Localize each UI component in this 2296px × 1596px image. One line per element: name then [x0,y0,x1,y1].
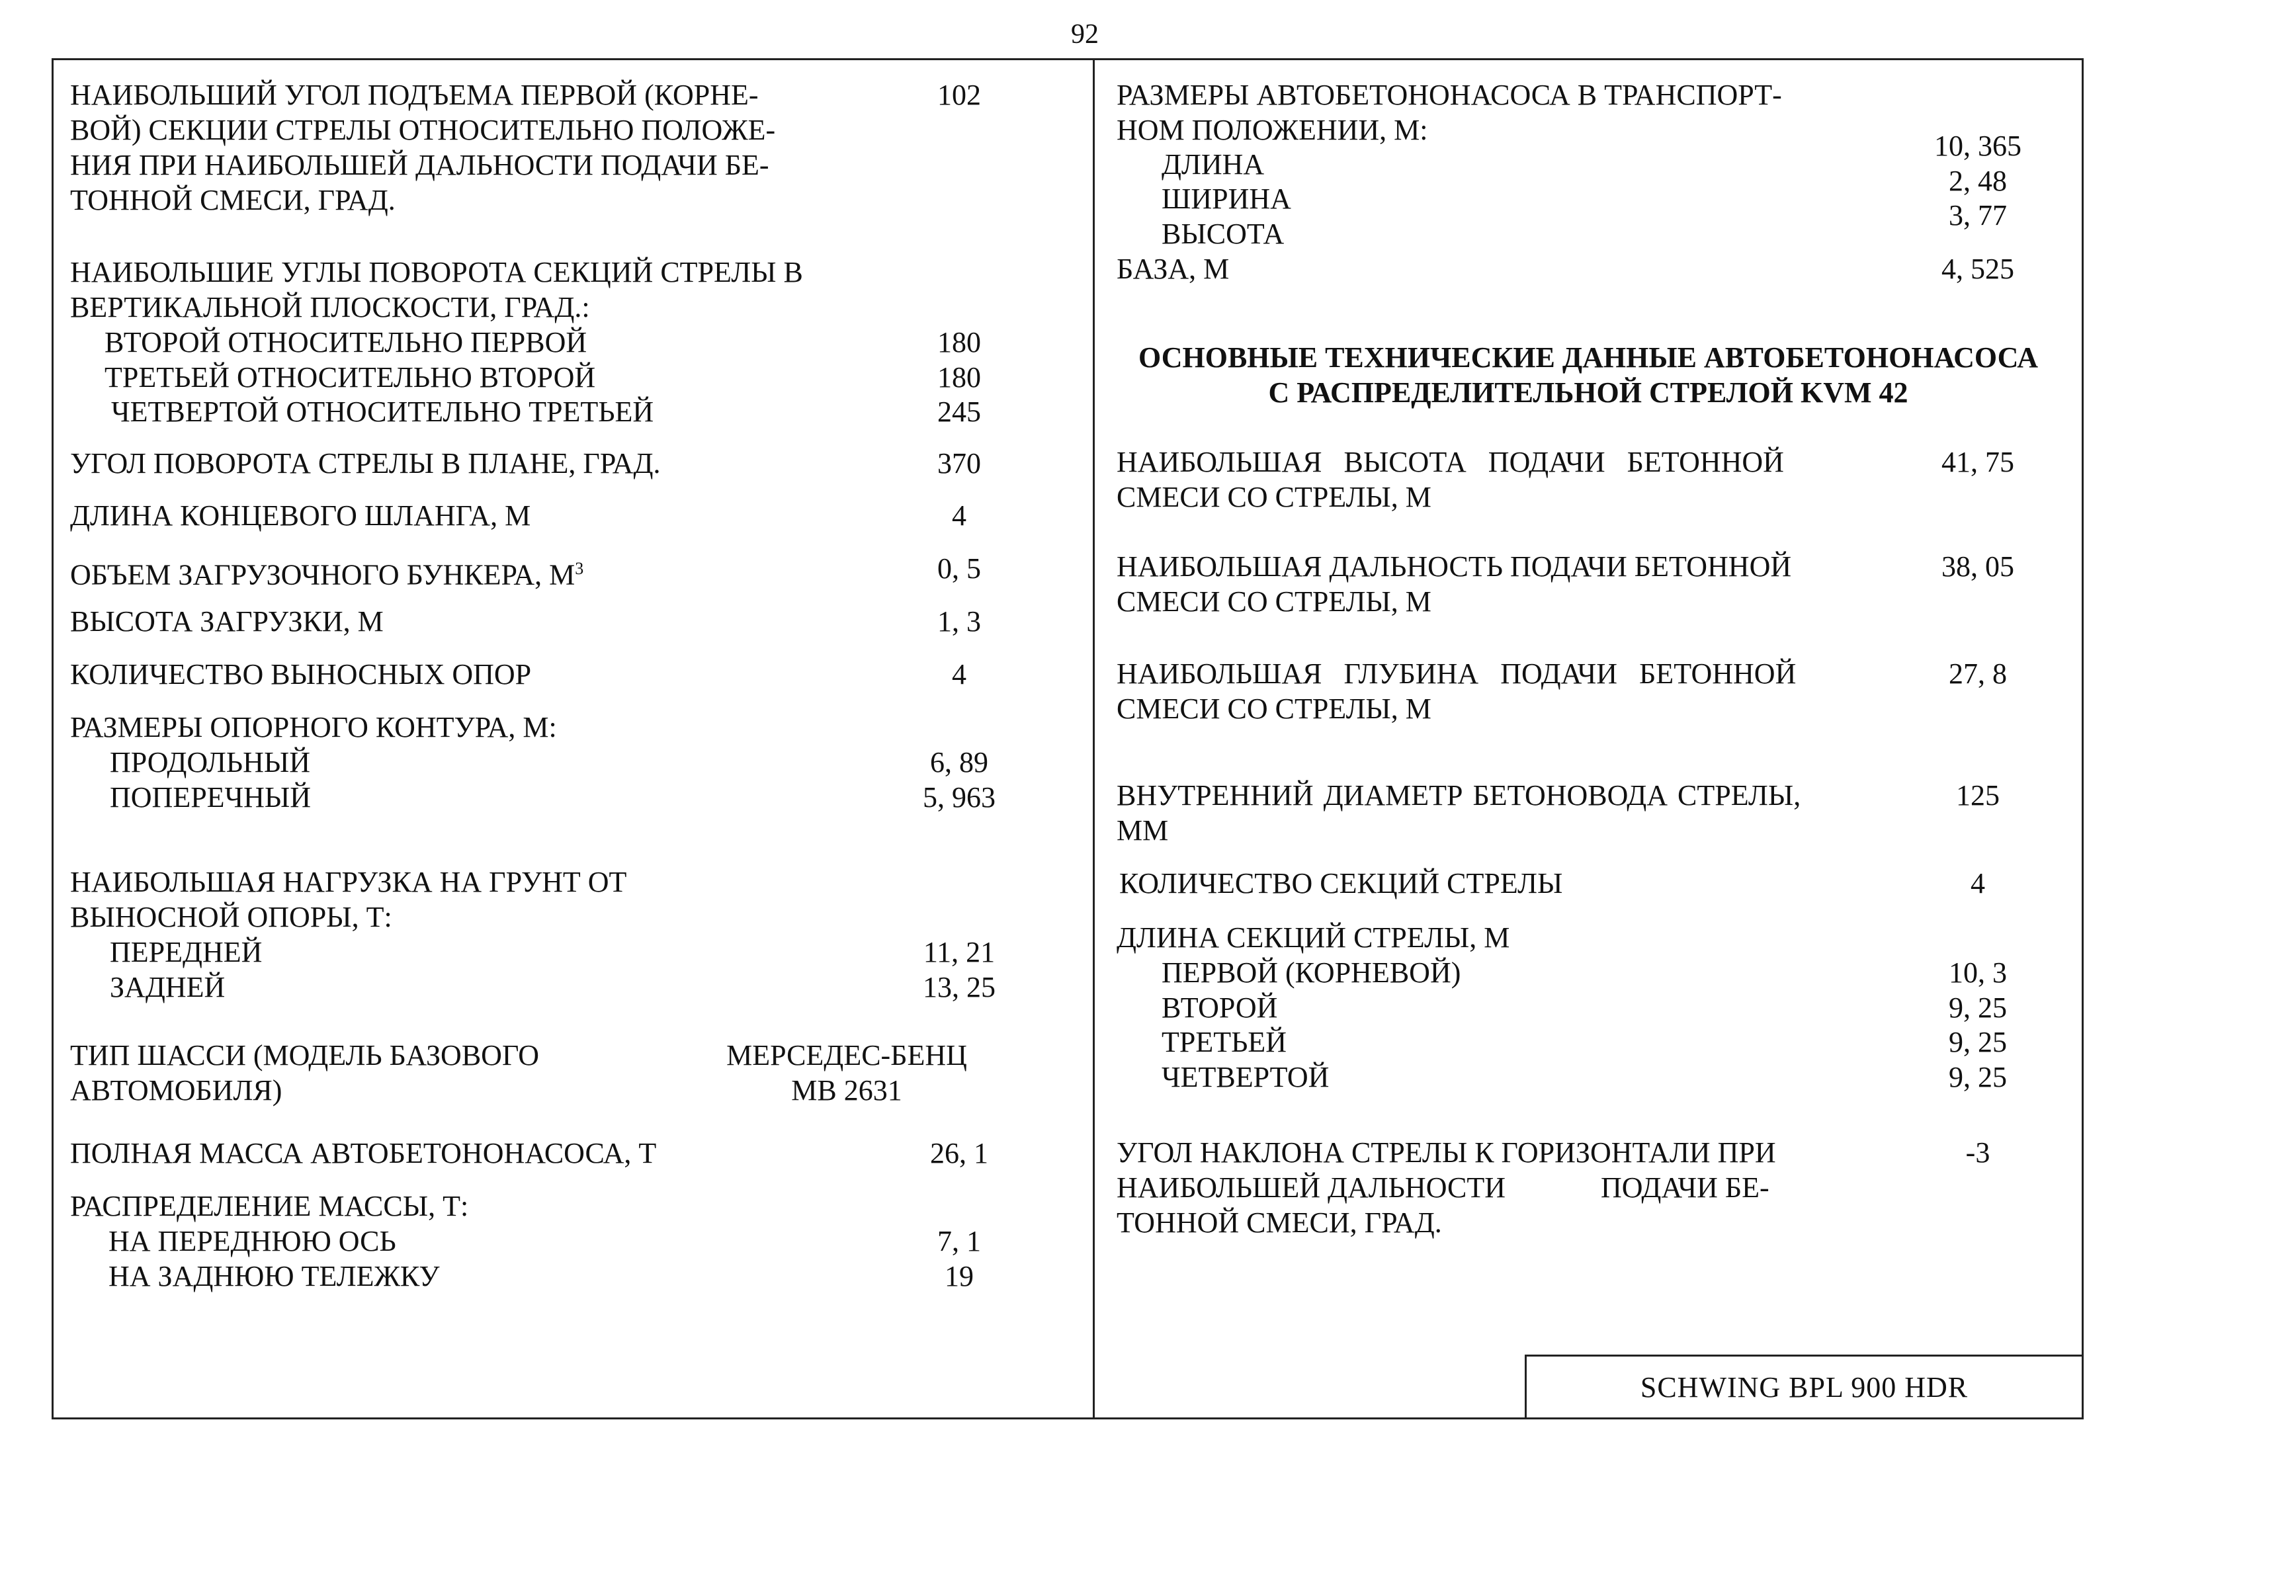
mass-distribution-item-value: 19 [945,1260,974,1292]
transport-size-item-value: 2, 48 [1949,165,2007,197]
lift-angle-line-3: НИЯ ПРИ НАИБОЛЬШЕЙ ДАЛЬНОСТИ ПОДАЧИ БЕ- [70,149,769,181]
hose-length-label: ДЛИНА КОНЦЕВОГО ШЛАНГА, М [70,499,531,532]
plan-angle-label: УГОЛ ПОВОРОТА СТРЕЛЫ В ПЛАНЕ, ГРАД. [70,447,661,480]
ground-load-line-2: ВЫНОСНОЙ ОПОРЫ, Т: [70,901,392,933]
hose-length-value: 4 [952,499,966,532]
incline-angle-line-1: УГОЛ НАКЛОНА СТРЕЛЫ К ГОРИЗОНТАЛИ ПРИ [1117,1136,1776,1169]
lift-angle-line-1: НАИБОЛЬШИЙ УГОЛ ПОДЪЕМА ПЕРВОЙ (КОРНЕ- [70,79,759,111]
incline-angle-line-2b: ПОДАЧИ БЕ- [1601,1171,1769,1204]
transport-size-line-2: НОМ ПОЛОЖЕНИИ, М: [1117,114,1428,146]
incline-angle-line-2a: НАИБОЛЬШЕЙ ДАЛЬНОСТИ [1117,1171,1506,1204]
chassis-value-line-1: МЕРСЕДЕС-БЕНЦ [726,1039,967,1071]
section-length-item-label: ПЕРВОЙ (КОРНЕВОЙ) [1162,956,1461,989]
hopper-volume-value: 0, 5 [937,552,981,585]
rotation-angles-line-1: НАИБОЛЬШИЕ УГЛЫ ПОВОРОТА СЕКЦИЙ СТРЕЛЫ В [70,256,803,288]
plan-angle-value: 370 [937,447,981,480]
rotation-item-value: 180 [937,361,981,394]
lift-angle-line-4: ТОННОЙ СМЕСИ, ГРАД. [70,184,396,216]
max-height-line-1: НАИБОЛЬШАЯ ВЫСОТА ПОДАЧИ БЕТОННОЙ [1117,446,1784,478]
lift-angle-line-2: ВОЙ) СЕКЦИИ СТРЕЛЫ ОТНОСИТЕЛЬНО ПОЛОЖЕ- [70,114,776,146]
pipe-diameter-line-2: ММ [1117,814,1169,847]
section-length-item-value: 10, 3 [1949,956,2007,989]
model-label: SCHWING BPL 900 HDR [1640,1370,1969,1404]
ground-load-item-label: ЗАДНЕЙ [110,971,226,1003]
support-contour-title: РАЗМЕРЫ ОПОРНОГО КОНТУРА, М: [70,711,557,743]
support-contour-item-value: 5, 963 [923,781,996,814]
model-label-box [1525,1355,2084,1419]
pipe-diameter-line-1: ВНУТРЕННИЙ ДИАМЕТР БЕТОНОВОДА СТРЕЛЫ, [1117,779,1801,812]
ground-load-item-value: 13, 25 [923,971,996,1003]
rotation-angles-line-2: ВЕРТИКАЛЬНОЙ ПЛОСКОСТИ, ГРАД.: [70,291,590,323]
rotation-item-value: 245 [937,396,981,428]
loading-height-value: 1, 3 [937,605,981,638]
section-heading-line-1: ОСНОВНЫЕ ТЕХНИЧЕСКИЕ ДАННЫЕ АВТОБЕТОНОНАСОСА [1138,341,2039,374]
mass-distribution-item-label: НА ЗАДНЮЮ ТЕЛЕЖКУ [108,1260,440,1292]
transport-size-line-1: РАЗМЕРЫ АВТОБЕТОНОНАСОСА В ТРАНСПОРТ- [1117,79,1782,111]
mass-distribution-item-label: НА ПЕРЕДНЮЮ ОСЬ [108,1225,396,1257]
max-height-value: 41, 75 [1941,446,2014,478]
rotation-item-label: ВТОРОЙ ОТНОСИТЕЛЬНО ПЕРВОЙ [105,326,587,358]
ground-load-item-value: 11, 21 [923,936,996,968]
section-length-item-value: 9, 25 [1949,1061,2007,1093]
total-mass-value: 26, 1 [930,1137,988,1169]
rotation-item-label: ТРЕТЬЕЙ ОТНОСИТЕЛЬНО ВТОРОЙ [105,361,596,394]
max-reach-line-2: СМЕСИ СО СТРЕЛЫ, М [1117,585,1431,618]
transport-size-item-label: ШИРИНА [1162,183,1291,215]
base-value: 4, 525 [1941,253,2014,285]
section-heading-line-2: С РАСПРЕДЕЛИТЕЛЬНОЙ СТРЕЛОЙ KVM 42 [1268,376,1908,409]
total-mass-label: ПОЛНАЯ МАССА АВТОБЕТОНОНАСОСА, Т [70,1137,657,1169]
sections-count-value: 4 [1971,867,1985,900]
max-depth-line-1: НАИБОЛЬШАЯ ГЛУБИНА ПОДАЧИ БЕТОННОЙ [1117,657,1797,690]
rotation-item-value: 180 [937,326,981,358]
sections-count-label: КОЛИЧЕСТВО СЕКЦИЙ СТРЕЛЫ [1119,867,1563,900]
section-length-item-label: ЧЕТВЕРТОЙ [1162,1061,1330,1093]
chassis-line-1: ТИП ШАССИ (МОДЕЛЬ БАЗОВОГО [70,1039,540,1071]
superscript-3: 3 [575,559,584,578]
hopper-volume-label: ОБЪЕМ ЗАГРУЗОЧНОГО БУНКЕРА, $М^3$ [70,558,584,591]
lift-angle-value: 102 [937,79,981,111]
max-reach-value: 38, 05 [1941,550,2014,583]
mass-distribution-item-value: 7, 1 [937,1225,981,1257]
base-label: БАЗА, М [1117,253,1230,285]
column-divider [1093,58,1095,1419]
ground-load-line-1: НАИБОЛЬШАЯ НАГРУЗКА НА ГРУНТ ОТ [70,866,627,898]
loading-height-label: ВЫСОТА ЗАГРУЗКИ, М [70,605,384,638]
section-length-item-label: ТРЕТЬЕЙ [1162,1026,1287,1058]
outriggers-label: КОЛИЧЕСТВО ВЫНОСНЫХ ОПОР [70,658,532,691]
incline-angle-line-3: ТОННОЙ СМЕСИ, ГРАД. [1117,1206,1442,1239]
max-height-line-2: СМЕСИ СО СТРЕЛЫ, М [1117,481,1431,513]
max-depth-value: 27, 8 [1949,657,2007,690]
transport-size-item-label: ВЫСОТА [1162,218,1285,250]
rotation-item-label: ЧЕТВЕРТОЙ ОТНОСИТЕЛЬНО ТРЕТЬЕЙ [111,396,654,428]
max-depth-line-2: СМЕСИ СО СТРЕЛЫ, М [1117,693,1431,725]
section-length-item-label: ВТОРОЙ [1162,991,1278,1024]
ground-load-item-label: ПЕРЕДНЕЙ [110,936,263,968]
mass-distribution-title: РАСПРЕДЕЛЕНИЕ МАССЫ, Т: [70,1190,469,1222]
section-lengths-title: ДЛИНА СЕКЦИЙ СТРЕЛЫ, М [1117,921,1510,954]
incline-angle-value: -3 [1965,1136,1990,1169]
support-contour-item-value: 6, 89 [930,746,988,778]
section-length-item-value: 9, 25 [1949,991,2007,1024]
support-contour-item-label: ПРОДОЛЬНЫЙ [110,746,310,778]
pipe-diameter-value: 125 [1956,779,2000,812]
transport-size-item-value: 3, 77 [1949,199,2007,231]
page-number: 92 [1071,19,1099,50]
transport-size-item-value: 10, 365 [1934,130,2021,162]
chassis-value-line-2: MB 2631 [791,1074,902,1107]
support-contour-item-label: ПОПЕРЕЧНЫЙ [110,781,312,814]
transport-size-item-label: ДЛИНА [1162,148,1265,181]
outriggers-value: 4 [952,658,966,691]
section-length-item-value: 9, 25 [1949,1026,2007,1058]
chassis-line-2: АВТОМОБИЛЯ) [70,1074,282,1107]
max-reach-line-1: НАИБОЛЬШАЯ ДАЛЬНОСТЬ ПОДАЧИ БЕТОННОЙ [1117,550,1792,583]
